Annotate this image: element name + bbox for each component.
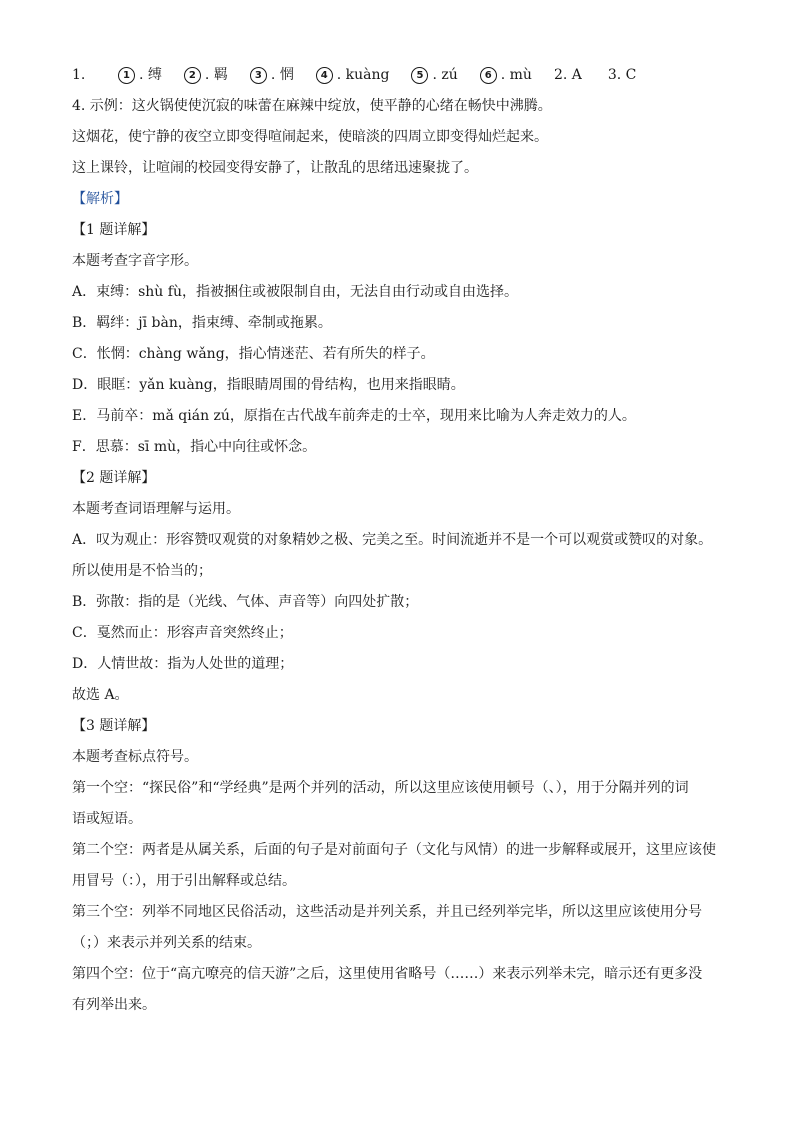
section-1-item-a: A．束缚：shù fù，指被捆住或被限制自由，无法自由行动或自由选择。: [72, 284, 518, 300]
section-3-intro: 本题考查标点符号。: [72, 749, 198, 765]
section-2-item-b: B．弥散：指的是（光线、气体、声音等）向四处扩散；: [72, 594, 419, 610]
section-2-item-c: C．戛然而止：形容声音突然终止；: [72, 625, 293, 641]
answer-item-2: [184, 60, 228, 91]
section-2-heading: 【2 题详解】: [72, 470, 156, 486]
section-3-para-4-line-2: 有列举出来。: [72, 997, 156, 1013]
answer-item-4: [316, 60, 390, 91]
answer-item-1: [118, 60, 162, 91]
answer-item-5: [411, 60, 457, 91]
section-1-heading: 【1 题详解】: [72, 222, 156, 238]
section-3-para-3-line-1: 第三个空：列举不同地区民俗活动，这些活动是并列关系，并且已经列举完毕，所以这里应该使用分号: [72, 904, 702, 920]
section-1-item-e: E．马前卒：mǎ qián zú，原指在古代战车前奔走的士卒，现用来比喻为人奔走效力的人。: [72, 408, 636, 424]
section-1-item-d: D．眼眶：yǎn kuàng，指眼睛周围的骨结构，也用来指眼睛。: [72, 377, 465, 393]
answer-text: . 羁: [204, 67, 228, 83]
question-1-number: 1.: [72, 67, 86, 83]
answer-q3: 3. C: [607, 67, 637, 83]
answer-q2: 2. A: [553, 67, 582, 83]
section-3-para-3-line-2: （；）来表示并列关系的结束。: [72, 935, 261, 951]
section-3-para-1-line-2: 语或短语。: [72, 811, 142, 827]
q4-example-line-1: 4. 示例：这火锅使使沉寂的味蕾在麻辣中绽放，使平静的心绪在畅快中沸腾。: [72, 98, 552, 114]
section-2-item-a-line-2: 所以使用是不恰当的；: [72, 563, 212, 579]
document-page: [72, 60, 722, 1021]
analysis-heading: 【解析】: [72, 191, 128, 207]
section-3-heading: 【3 题详解】: [72, 718, 156, 734]
section-2-intro: 本题考查词语理解与运用。: [72, 501, 240, 517]
circled-number-icon: 1: [118, 67, 135, 84]
answer-text: . 惘: [270, 67, 294, 83]
circled-number-icon: 5: [411, 67, 428, 84]
section-1-item-c: C．怅惘：chàng wǎng，指心情迷茫、若有所失的样子。: [72, 346, 435, 362]
section-1-item-b: B．羁绊：jī bàn，指束缚、牵制或拖累。: [72, 315, 332, 331]
section-2-conclusion: 故选 A。: [72, 687, 129, 703]
answer-text: . mù: [500, 67, 532, 83]
section-2-item-d: D．人情世故：指为人处世的道理；: [72, 656, 294, 672]
circled-number-icon: 4: [316, 67, 333, 84]
answer-text: . kuàng: [336, 67, 390, 83]
answer-item-3: [250, 60, 294, 91]
circled-number-icon: 2: [184, 67, 201, 84]
section-3-para-2-line-2: 用冒号（：），用于引出解释或总结。: [72, 873, 296, 889]
section-2-item-a-line-1: A．叹为观止：形容赞叹观赏的对象精妙之极、完美之至。时间流逝并不是一个可以观赏或赞叹的对象。: [72, 532, 713, 548]
answer-text: . 缚: [139, 67, 162, 83]
section-1-item-f: F．思慕：sī mù，指心中向往或怀念。: [72, 439, 317, 455]
circled-number-icon: 3: [250, 67, 267, 84]
section-3-para-4-line-1: 第四个空：位于“高亢嘹亮的信天游”之后，这里使用省略号（……）来表示列举未完，暗示还有更多没: [72, 966, 703, 982]
answer-line-1-3: [72, 60, 722, 91]
answer-text: . zú: [432, 67, 458, 83]
section-1-intro: 本题考查字音字形。: [72, 253, 198, 269]
section-3-para-2-line-1: 第二个空：两者是从属关系，后面的句子是对前面句子（文化与风情）的进一步解释或展开，这里应该使: [72, 842, 716, 858]
q4-example-line-3: 这上课铃，让喧闹的校园变得安静了，让散乱的思绪迅速聚拢了。: [72, 160, 478, 176]
section-3-para-1-line-1: 第一个空：“探民俗”和“学经典”是两个并列的活动，所以这里应该使用顿号（、），用于分隔并列的词: [72, 780, 689, 796]
circled-number-icon: 6: [480, 67, 497, 84]
q4-example-line-2: 这烟花，使宁静的夜空立即变得喧闹起来，使暗淡的四周立即变得灿烂起来。: [72, 129, 548, 145]
answer-item-6: [480, 60, 532, 91]
